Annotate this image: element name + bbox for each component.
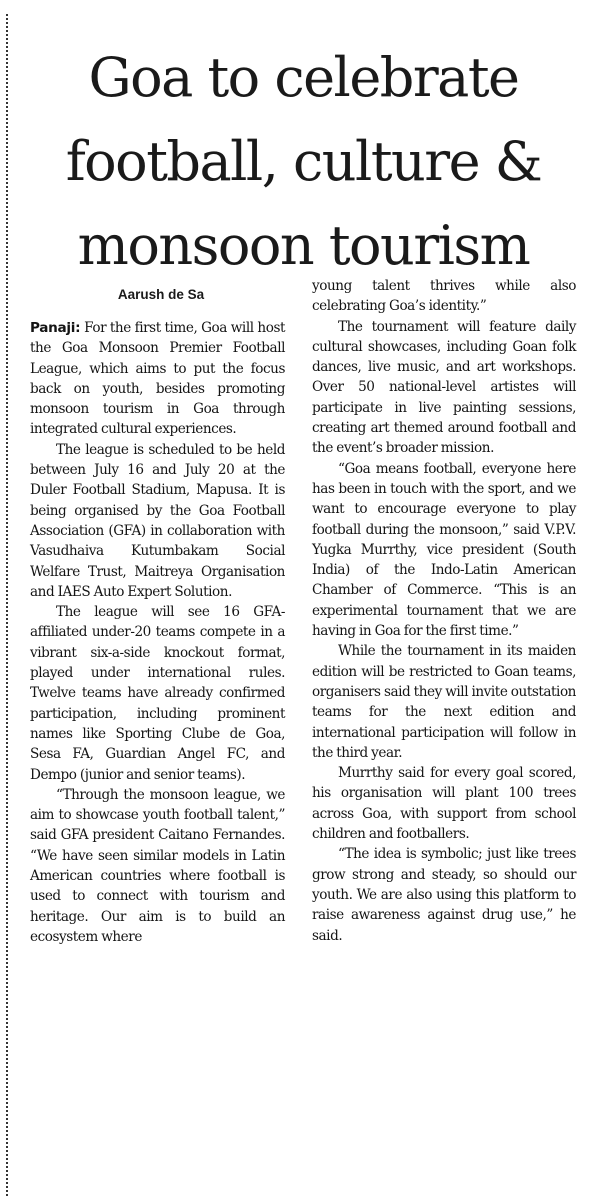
column-divider-dotted-rule [6,14,8,1196]
article-paragraph: Murrthy said for every goal scored, his organisation will plant 100 trees across Goa, with support from school children and footballers. [312,765,576,843]
article-column-right [312,276,576,946]
article-paragraph [30,318,285,440]
article-paragraph-continued: young talent thrives while also celebrating Goa’s identity.” [312,278,576,315]
article-paragraph: “Through the monsoon league, we aim to showcase youth football talent,” said GFA president Caitano Fernandes. “We have seen similar models in Latin American countries where football is used to connect with tourism and heritage. Our aim is to build an ecosystem where [30,786,285,945]
paragraph-text: For the first time, Goa will host the Goa Monsoon Premier Football League, which aims to put the focus back on youth, besides promoting monsoon tourism in Goa through integrated cultural experiences. [30,320,286,438]
dateline: Panaji: [30,320,81,336]
article-paragraph: “Goa means football, everyone here has been in touch with the sport, and we want to encourage everyone to play football during the monsoon,” said V.P.V. Yugka Murrthy, vice president (South India) of the Indo-Latin American Chamber of Commerce. “This is an experimental tournament that we are having in Goa for the first time.” [312,460,576,640]
article-paragraph: The league is scheduled to be held between July 16 and July 20 at the Duler Football Stadium, Mapusa. It is being organised by the Goa Football Association (GFA) in collaboration with Vasudhaiva Kutumbakam Social Welfare Trust, Maitreya Organisation and IAES Auto Expert Solution. [30,441,285,600]
article-column-left [30,318,285,947]
article-byline: Aarush de Sa [117,287,205,302]
article-headline: Goa to celebrate football, culture & monsoon tourism [65,46,542,277]
article-paragraph: The tournament will feature daily cultural showcases, including Goan folk dances, live music, and art workshops. Over 50 national-level artistes will participate in live painting sessions, creating art themed around football and the event’s broader mission. [312,318,576,457]
article-paragraph: The league will see 16 GFA-affiliated under-20 teams compete in a vibrant six-a-side knockout format, played under international rules. Twelve teams have already confirmed participation, including prominent names like Sporting Clube de Goa, Sesa FA, Guardian Angel FC, and Dempo (junior and senior teams). [30,604,285,783]
article-paragraph: While the tournament in its maiden edition will be restricted to Goan teams, organisers said they will invite outstation teams for the next edition and international participation will follow in the third year. [312,643,576,761]
article-paragraph: “The idea is symbolic; just like trees grow strong and steady, so should our youth. We are also using this platform to raise awareness against drug use,” he said. [312,846,576,944]
